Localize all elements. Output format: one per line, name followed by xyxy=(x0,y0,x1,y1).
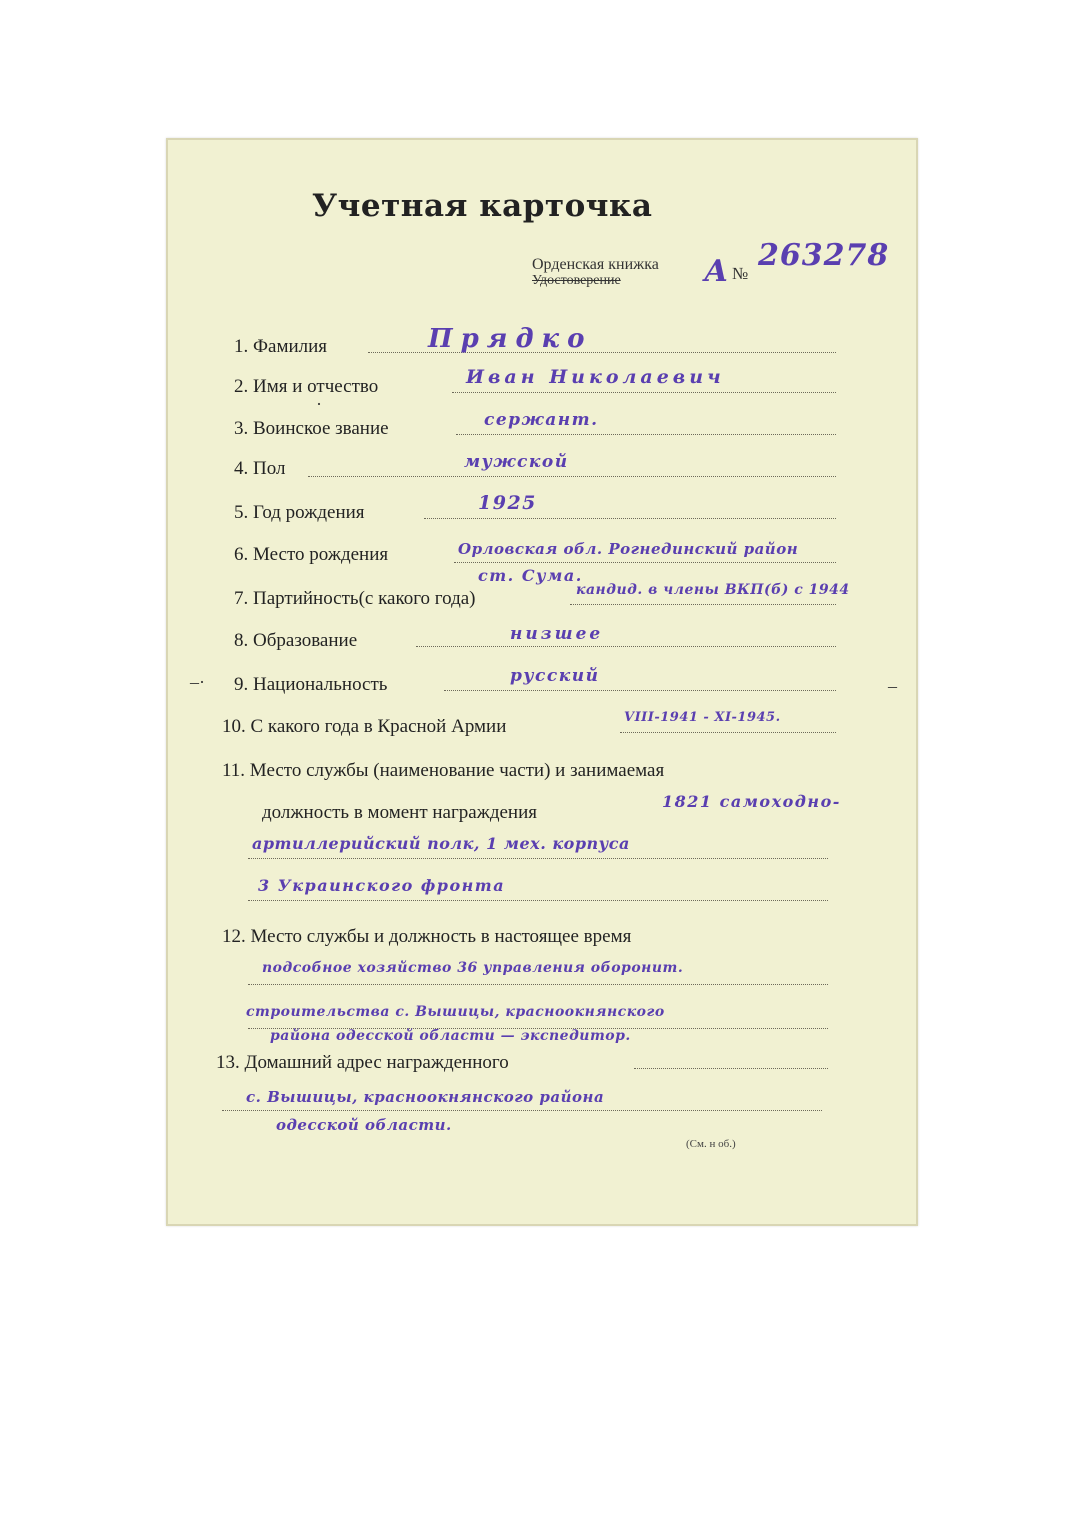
field-11-line-2 xyxy=(248,858,828,859)
field-11-value-2: артиллерийский полк, 1 мех. корпуса xyxy=(252,834,630,853)
field-7-line xyxy=(570,604,836,605)
field-10-value: VIII-1941 - XI-1945. xyxy=(624,710,781,725)
field-11-value-3: 3 Украинского фронта xyxy=(258,876,506,895)
field-13-line-2 xyxy=(222,1110,822,1111)
field-13-value-2: одесской области. xyxy=(276,1116,452,1134)
side-dash-mark: – xyxy=(888,676,897,696)
field-9-value: русский xyxy=(510,666,600,686)
field-12-line-1 xyxy=(248,984,828,985)
field-3-value: сержант. xyxy=(484,410,599,430)
field-4-label: 4. Пол xyxy=(234,458,286,479)
field-13-value: с. Вышицы, красноокнянского района xyxy=(246,1088,605,1106)
field-11-label: 11. Место службы (наименование части) и занимаемая xyxy=(222,760,665,781)
field-12-value: подсобное хозяйство 36 управления оборонит. xyxy=(262,960,684,976)
field-6-value: Орловская обл. Рогнединский район xyxy=(458,540,799,558)
field-12-value-2: строительства с. Вышицы, красноокнянского xyxy=(246,1004,665,1020)
order-book-label: Орденская книжка xyxy=(532,256,659,273)
field-2-label: 2. Имя и отчество xyxy=(234,376,379,397)
field-8-label: 8. Образование xyxy=(234,630,358,651)
dot-mark: · xyxy=(316,394,322,414)
certificate-label-struck: Удостоверение xyxy=(532,273,621,288)
field-8-value: низшее xyxy=(510,624,604,644)
field-4-line xyxy=(308,476,836,477)
field-7-label: 7. Партийность(с какого года) xyxy=(234,588,476,609)
field-9-line xyxy=(444,690,836,691)
field-11-line-3 xyxy=(248,900,828,901)
field-11-value: 1821 самоходно- xyxy=(662,792,841,811)
field-10-line xyxy=(620,732,836,733)
field-10-label: 10. С какого года в Красной Армии xyxy=(222,716,507,737)
order-book-block xyxy=(532,238,890,289)
field-12-value-3: района одесской области — экспедитор. xyxy=(270,1028,631,1044)
dash-mark: –· xyxy=(190,672,205,692)
field-5-value: 1925 xyxy=(478,492,537,514)
field-5-label: 5. Год рождения xyxy=(234,502,365,523)
field-7-value: кандид. в члены ВКП(б) с 1944 xyxy=(576,582,850,598)
field-12-label: 12. Место службы и должность в настоящее время xyxy=(222,926,632,947)
field-6-label: 6. Место рождения xyxy=(234,544,389,565)
field-1-label: 1. Фамилия xyxy=(234,336,328,357)
field-2-value: Иван Николаевич xyxy=(466,366,725,388)
see-reverse-note: (См. н об.) xyxy=(686,1138,736,1150)
field-2-line xyxy=(452,392,836,393)
card-title: Учетная карточка xyxy=(312,188,653,224)
field-13-line-1 xyxy=(634,1068,828,1069)
field-6-value-2: ст. Сума. xyxy=(478,566,583,585)
field-6-line xyxy=(454,562,836,563)
field-5-line xyxy=(424,518,836,519)
field-3-label: 3. Воинское звание xyxy=(234,418,389,439)
field-3-line xyxy=(456,434,836,435)
order-number-handwritten: 263278 xyxy=(758,238,890,273)
field-13-label: 13. Домашний адрес награжденного xyxy=(216,1052,509,1073)
order-series-handwritten: А xyxy=(704,254,730,289)
field-8-line xyxy=(416,646,836,647)
field-1-value: Прядко xyxy=(428,324,593,354)
field-4-value: мужской xyxy=(464,452,569,472)
field-9-label: 9. Национальность xyxy=(234,674,388,695)
field-11-label-2: должность в момент награждения xyxy=(262,802,538,823)
award-record-card xyxy=(166,138,918,1226)
number-sign: № xyxy=(732,264,749,283)
